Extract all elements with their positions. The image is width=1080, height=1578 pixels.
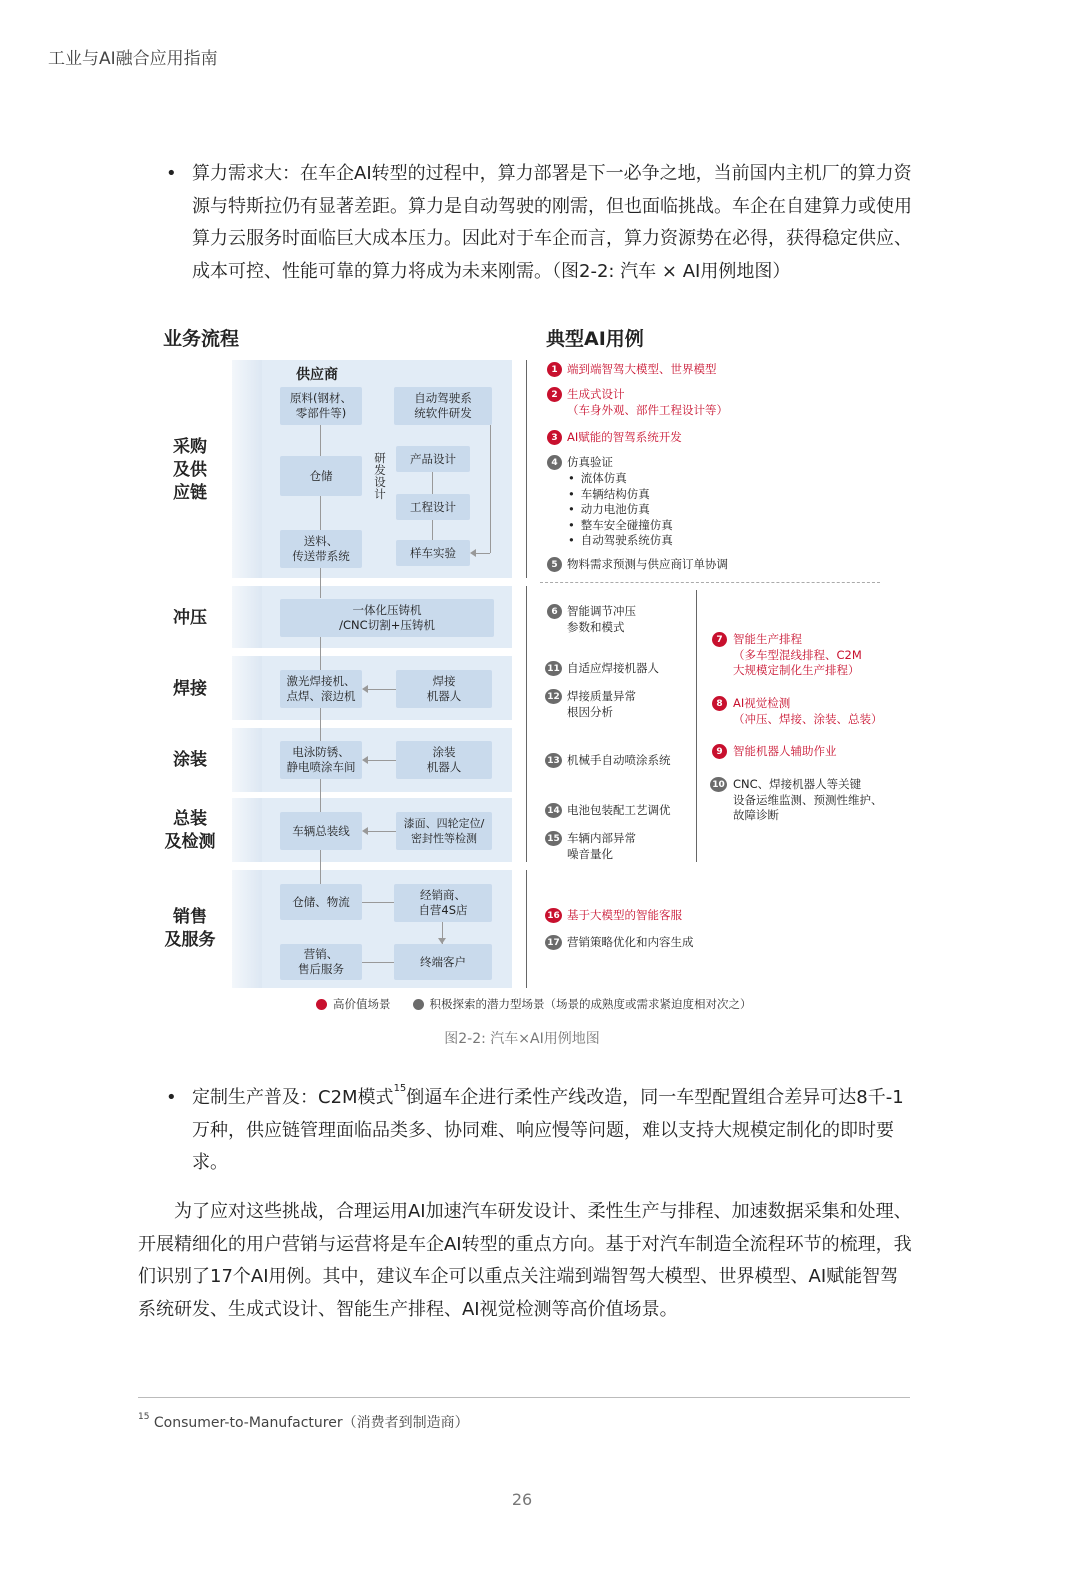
lane-shade — [232, 870, 264, 988]
legend-high-value: 高价值场景 — [333, 997, 391, 1011]
connector — [432, 472, 433, 494]
lane-shade — [232, 656, 264, 720]
usecase-14: 电池包装配工艺调优 — [567, 803, 671, 817]
usecase-number: 15 — [545, 831, 562, 846]
usecase-12: 焊接质量异常 根因分析 — [567, 689, 636, 719]
connector — [474, 553, 490, 554]
legend-gray-dot-icon — [413, 999, 424, 1010]
simulation-item: • 流体仿真 — [568, 471, 673, 487]
footnote-divider — [138, 1397, 910, 1398]
usecase-15: 车辆内部异常 噪音量化 — [567, 831, 636, 861]
box-customer: 终端客户 — [394, 944, 492, 980]
usecase-5: 物料需求预测与供应商订单协调 — [567, 557, 728, 571]
usecase-number: 1 — [547, 362, 562, 377]
connector — [368, 831, 396, 832]
connector — [362, 962, 394, 963]
bullet-compute — [166, 158, 916, 288]
usecase-number: 12 — [545, 689, 562, 704]
connector — [432, 520, 433, 540]
connector — [490, 425, 491, 553]
legend-potential: 积极探索的潜力型场景（场景的成熟度或需求紧迫度相对次之） — [429, 997, 752, 1011]
box-storage-logistics: 仓储、物流 — [280, 884, 362, 920]
box-laser-welding: 激光焊接机、 点焊、滚边机 — [280, 670, 362, 708]
connector — [320, 779, 321, 812]
connector — [320, 568, 321, 598]
connector — [368, 689, 396, 690]
box-raw-materials: 原料(钢材、 零部件等) — [280, 387, 362, 425]
box-feeding-conveyor: 送料、 传送带系统 — [280, 530, 362, 568]
usecase-9: 智能机器人辅助作业 — [733, 744, 837, 758]
connector — [320, 496, 321, 530]
body-paragraph: 为了应对这些挑战，合理运用AI加速汽车研发设计、柔性生产与排程、加速数据采集和处理、开展精细化的用户营销与运营将是车企AI转型的重点方向。基于对汽车制造全流程环节的梳理，我们识别了17个AI用例。其中，建议车企可以重点关注端到端智驾大模型、世界模型、AI赋能智驾系统研发、生成式设计、智能生产排程、AI视觉检测等高价值场景。 — [138, 1201, 912, 1320]
arrow — [470, 549, 476, 557]
usecase-11: 自适应焊接机器人 — [567, 661, 659, 675]
supplier-title: 供应商 — [296, 367, 338, 383]
box-product-design: 产品设计 — [396, 446, 470, 472]
box-marketing: 营销、 售后服务 — [280, 944, 362, 980]
usecase-number: 17 — [545, 935, 562, 950]
connector — [320, 708, 321, 741]
usecase-number: 6 — [547, 604, 562, 619]
box-sample-test: 样车实验 — [396, 540, 470, 566]
figure-right-heading: 典型AI用例 — [546, 328, 644, 350]
arrow — [362, 756, 368, 764]
usecase-number: 10 — [710, 777, 727, 792]
usecase-7: 智能生产排程 （多车型混线排程、C2M 大规模定制化生产排程） — [733, 632, 862, 677]
bullet-customization-text — [166, 1082, 916, 1180]
figure-legend — [316, 996, 752, 1012]
simulation-item: • 整车安全碰撞仿真 — [568, 518, 673, 534]
usecase-number: 7 — [712, 632, 727, 647]
bullet-dot: • — [166, 1087, 177, 1108]
usecase-13: 机械手自动喷涂系统 — [567, 753, 671, 767]
stage-assembly: 总装 及检测 — [164, 809, 216, 852]
usecase-10: CNC、焊接机器人等关键 设备运维监测、预测性维护、 故障诊断 — [733, 777, 883, 822]
simulation-item: • 动力电池仿真 — [568, 502, 673, 518]
stage-welding: 焊接 — [173, 679, 207, 699]
separator — [696, 590, 697, 862]
box-welding-robot: 焊接 机器人 — [396, 670, 492, 708]
lane-shade — [232, 728, 264, 792]
figure-caption: 图2-2: 汽车×AI用例地图 — [444, 1031, 600, 1047]
box-ads-software: 自动驾驶系 统软件研发 — [394, 387, 492, 425]
usecase-4: 仿真验证 — [567, 455, 613, 469]
usecase-number: 14 — [545, 803, 562, 818]
usecase-8: AI视觉检测 （冲压、焊接、涂装、总装） — [733, 696, 883, 726]
simulation-list — [568, 471, 673, 549]
arrow — [362, 685, 368, 693]
usecase-6: 智能调节冲压 参数和模式 — [567, 604, 636, 634]
usecase-number: 13 — [545, 753, 562, 768]
usecase-2: 生成式设计 （车身外观、部件工程设计等） — [567, 387, 728, 417]
lane-shade — [232, 360, 264, 578]
box-warehouse: 仓储 — [280, 456, 362, 496]
rd-design-label: 研 发 设 计 — [374, 451, 386, 501]
usecase-number: 16 — [545, 908, 562, 923]
simulation-item: • 车辆结构仿真 — [568, 487, 673, 503]
bullet-customization — [166, 1082, 916, 1180]
usecase-number: 2 — [547, 387, 562, 402]
simulation-item: • 自动驾驶系统仿真 — [568, 533, 673, 549]
legend-red-dot-icon — [316, 999, 327, 1010]
separator — [526, 870, 527, 988]
separator — [526, 586, 527, 862]
connector — [320, 637, 321, 672]
footnote-ref[interactable]: 15 — [393, 1083, 407, 1094]
stage-stamping: 冲压 — [173, 608, 207, 628]
box-engineering-design: 工程设计 — [396, 494, 470, 520]
usecase-16: 基于大模型的智能客服 — [567, 908, 682, 922]
bullet-compute-text: 算力需求大：在车企AI转型的过程中，算力部署是下一必争之地，当前国内主机厂的算力资源与特斯拉仍有显著差距。算力是自动驾驶的刚需，但也面临挑战。车企在自建算力或使用算力云服务时面临巨大成本压力。因此对于车企而言，算力资源势在必得，获得稳定供应、成本可控、性能可靠的算力将成为未来刚需。（图2-2: 汽车 × AI用例地图） — [192, 163, 912, 282]
connector — [368, 760, 396, 761]
dashed-divider — [540, 582, 880, 583]
arrow — [362, 827, 368, 835]
footnote-text: Consumer-to-Manufacturer（消费者到制造商） — [153, 1415, 469, 1431]
usecase-1: 端到端智驾大模型、世界模型 — [567, 362, 717, 376]
usecase-number: 5 — [547, 557, 562, 572]
usecase-number: 11 — [545, 661, 562, 676]
footnote — [138, 1412, 469, 1432]
box-electrocoating: 电泳防锈、 静电喷涂车间 — [280, 741, 362, 779]
usecase-17: 营销策略优化和内容生成 — [567, 935, 694, 949]
connector — [362, 902, 394, 903]
bullet-customization-text-a: 定制生产普及：C2M模式 — [192, 1087, 394, 1108]
lane-shade — [232, 586, 264, 648]
box-dealer: 经销商、 自营4S店 — [394, 884, 492, 922]
usecase-number: 4 — [547, 455, 562, 470]
arrow — [438, 938, 446, 944]
separator — [526, 360, 527, 578]
header-title: 工业与AI融合应用指南 — [48, 49, 218, 69]
connector — [320, 850, 321, 884]
usecase-number: 8 — [712, 696, 727, 711]
box-assembly-line: 车辆总装线 — [280, 812, 362, 850]
usecase-3: AI赋能的智驾系统开发 — [567, 430, 682, 444]
figure-left-heading: 业务流程 — [163, 328, 240, 350]
connector — [320, 425, 321, 456]
box-inspection: 漆面、四轮定位/ 密封性等检测 — [396, 812, 492, 850]
box-casting: 一体化压铸机 /CNC切割+压铸机 — [280, 599, 494, 637]
stage-procurement: 采购 及供 应链 — [173, 437, 207, 503]
footnote-number: 15 — [138, 1412, 150, 1422]
usecase-number: 9 — [712, 744, 727, 759]
bullet-customization-text-b: 倒逼车企进行柔性产线改造，同一车型配置组合差异可达8千-1万种，供应链管理面临品类多、协同难、响应慢等问题，难以支持大规模定制化的即时要求。 — [192, 1087, 904, 1173]
box-painting-robot: 涂装 机器人 — [396, 741, 492, 779]
stage-painting: 涂装 — [173, 750, 207, 770]
page-number: 26 — [511, 1490, 533, 1509]
lane-shade — [232, 798, 264, 862]
stage-sales: 销售 及服务 — [164, 907, 216, 950]
usecase-number: 3 — [547, 430, 562, 445]
bullet-dot: • — [166, 163, 177, 184]
